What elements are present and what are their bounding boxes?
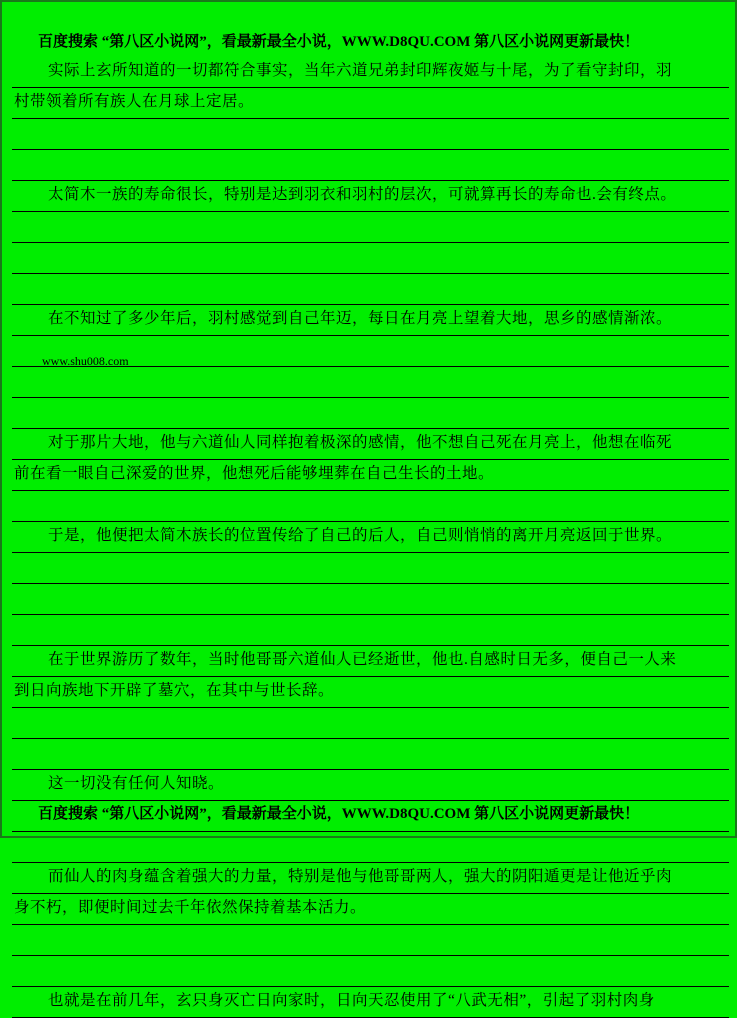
text-line bbox=[12, 708, 729, 739]
text-line bbox=[12, 584, 729, 615]
page-footer: 百度搜索 “第八区小说网”，看最新最全小说，WWW.D8QU.COM 第八区小说网更新最快！ bbox=[38, 806, 640, 822]
text-line bbox=[12, 212, 729, 243]
text-line: 于是，他便把太简木族长的位置传给了自己的后人，自己则悄悄的离开月亮返回于世界。 bbox=[12, 522, 729, 553]
text-line: 身不朽，即便时间过去千年依然保持着基本活力。 bbox=[12, 894, 729, 925]
text-line bbox=[12, 367, 729, 398]
text-line: 在于世界游历了数年，当时他哥哥六道仙人已经逝世，他也.自感时日无多，便自己一人来 bbox=[12, 646, 729, 677]
text-line bbox=[12, 119, 729, 150]
text-line: 对于那片大地，他与六道仙人同样抱着极深的感情，他不想自己死在月亮上，他想在临死 bbox=[12, 429, 729, 460]
text-line bbox=[12, 832, 729, 863]
text-line bbox=[12, 274, 729, 305]
text-line: 前在看一眼自己深爱的世界，他想死后能够埋葬在自己生长的土地。 bbox=[12, 460, 729, 491]
text-line: 太简木一族的寿命很长，特别是达到羽衣和羽村的层次，可就算再长的寿命也.会有终点。 bbox=[12, 181, 729, 212]
text-line bbox=[12, 398, 729, 429]
text-line bbox=[12, 553, 729, 584]
text-line: 到日向族地下开辟了墓穴，在其中与世长辞。 bbox=[12, 677, 729, 708]
text-line bbox=[12, 925, 729, 956]
text-line: 村带领着所有族人在月球上定居。 bbox=[12, 88, 729, 119]
text-line: 实际上玄所知道的一切都符合事实，当年六道兄弟封印辉夜姬与十尾，为了看守封印，羽 bbox=[12, 57, 729, 88]
text-line: 也就是在前几年，玄只身灭亡日向家时，日向天忍使用了“八武无相”，引起了羽村肉身 bbox=[12, 987, 729, 1018]
text-line bbox=[12, 150, 729, 181]
text-line bbox=[12, 491, 729, 522]
text-line: 在不知过了多少年后，羽村感觉到自己年迈，每日在月亮上望着大地，思乡的感情渐浓。 bbox=[12, 305, 729, 336]
text-line bbox=[12, 615, 729, 646]
page-header: 百度搜索 “第八区小说网”，看最新最全小说，WWW.D8QU.COM 第八区小说网更新最快！ bbox=[38, 34, 640, 50]
text-line bbox=[12, 243, 729, 274]
text-line: 而仙人的肉身蕴含着强大的力量，特别是他与他哥哥两人，强大的阴阳遁更是让他近乎肉 bbox=[12, 863, 729, 894]
text-line bbox=[12, 956, 729, 987]
text-line: 这一切没有任何人知晓。 bbox=[12, 770, 729, 801]
watermark-text: www.shu008.com bbox=[42, 354, 129, 368]
text-line bbox=[12, 739, 729, 770]
